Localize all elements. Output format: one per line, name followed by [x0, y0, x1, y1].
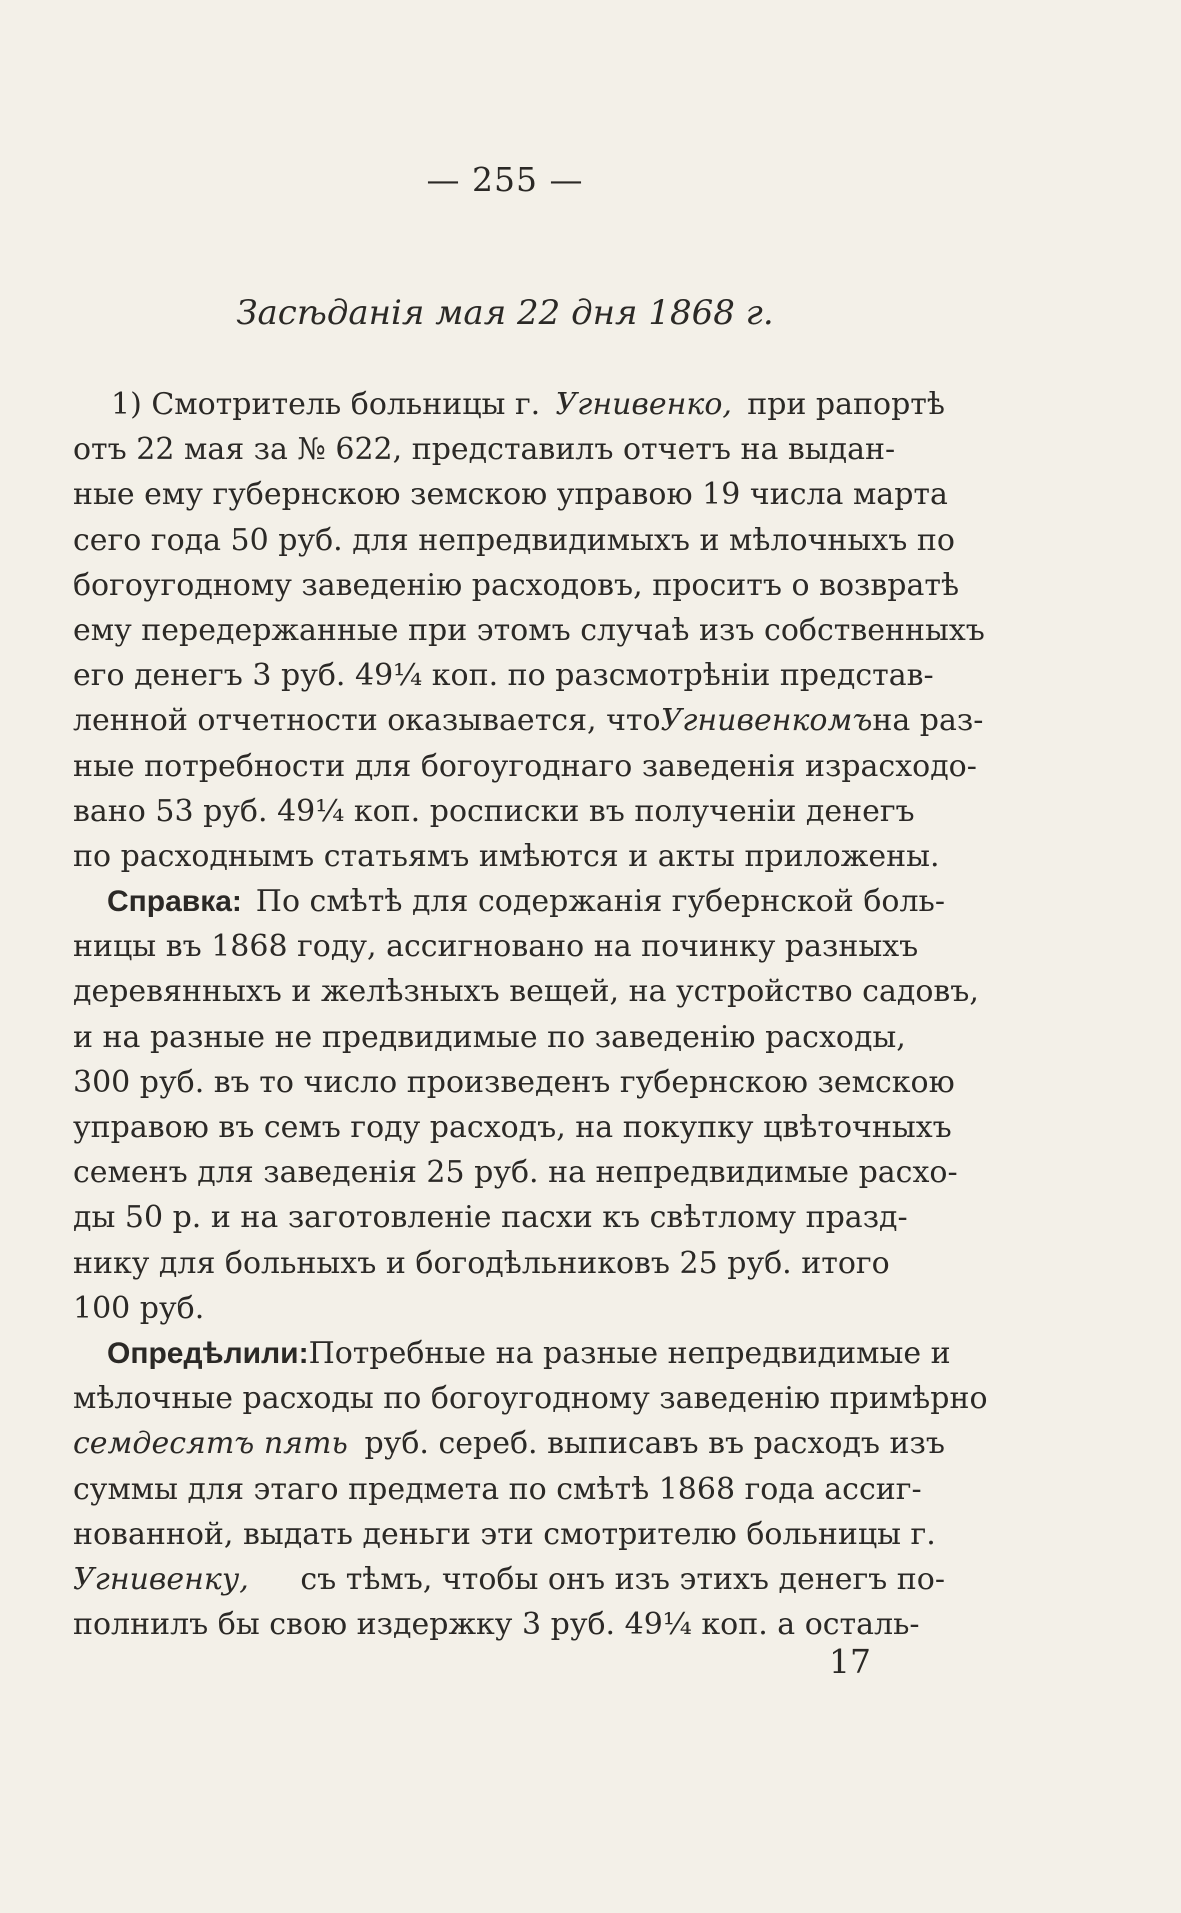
- body-text: [73, 382, 988, 1647]
- text-line: и на разные не предвидимые по заведенію расходы,: [73, 1019, 906, 1055]
- text-line: ные потребности для богоугоднаго заведенія израсходо-: [73, 748, 977, 784]
- text-line: Опредѣлили: Потребные на разные непредвидимые и: [73, 1331, 945, 1376]
- text-line: мѣлочные расходы по богоугодному заведенію примѣрно: [73, 1381, 988, 1417]
- text-line: Угнивенку, съ тѣмъ, чтобы онъ изъ этихъ денегъ по-: [73, 1557, 945, 1602]
- text-line: ды 50 р. и на заготовленіе пасхи къ свѣтлому празд-: [73, 1200, 908, 1236]
- text-line: нику для больныхъ и богодѣльниковъ 25 руб. итого: [73, 1245, 890, 1281]
- text-line: полнилъ бы свою издержку 3 руб. 49¼ коп. а осталь-: [73, 1607, 920, 1643]
- text-line: его денегъ 3 руб. 49¼ коп. по разсмотрѣніи представ-: [73, 658, 934, 694]
- name-italic: Угнивенко,: [555, 387, 732, 422]
- text-line: сего года 50 руб. для непредвидимыхъ и мѣлочныхъ по: [73, 522, 955, 558]
- text-line: вано 53 руб. 49¼ коп. росписки въ полученіи денегъ: [73, 793, 915, 829]
- text-line: управою въ семъ году расходъ, на покупку цвѣточныхъ: [73, 1110, 952, 1145]
- text-line: 1) Смотритель больницы г. Угнивенко, при рапортѣ: [73, 382, 945, 427]
- name-italic: Угнивенку,: [73, 1561, 249, 1597]
- text-line: 100 руб.: [73, 1290, 205, 1326]
- amount-italic: семдесятъ пять: [73, 1426, 348, 1462]
- text-line: ные ему губернскою земскою управою 19 числа марта: [73, 477, 948, 513]
- text-line: суммы для этаго предмета по смѣтѣ 1868 года ассиг-: [73, 1471, 922, 1507]
- text-line: 300 руб. въ то число произведенъ губернскою земскою: [73, 1064, 955, 1100]
- text-line: богоугодному заведенію расходовъ, проситъ о возвратѣ: [73, 567, 960, 603]
- text-line: по расходнымъ статьямъ имѣются и акты приложены.: [73, 838, 940, 874]
- text-line: Справка: По смѣтѣ для содержанія губернской боль-: [73, 879, 945, 924]
- text-line: семдесятъ пять руб. сереб. выписавъ въ расходъ изъ: [73, 1421, 945, 1466]
- text-line: нованной, выдать деньги эти смотрителю больницы г.: [73, 1516, 936, 1552]
- text-line: семенъ для заведенія 25 руб. на непредвидимые расхо-: [73, 1155, 958, 1191]
- session-title: Засѣданія мая 22 дня 1868 г.: [236, 293, 774, 333]
- page-header: — 255 —: [426, 160, 584, 199]
- text-line: ему передержанные при этомъ случаѣ изъ собственныхъ: [73, 612, 985, 648]
- signature-mark: 17: [829, 1642, 871, 1681]
- name-italic: Угнивенкомъ: [660, 703, 873, 739]
- section-label-spravka: Справка:: [107, 885, 242, 919]
- section-label-opredelili: Опредѣлили:: [107, 1336, 309, 1370]
- text-line: отъ 22 мая за № 622, представилъ отчетъ на выдан-: [73, 432, 896, 468]
- text-line: ленной отчетности оказывается, что Угнивенкомъ на раз-: [73, 698, 945, 743]
- text-line: ницы въ 1868 году, ассигновано на починку разныхъ: [73, 929, 919, 965]
- text-line: деревянныхъ и желѣзныхъ вещей, на устройство садовъ,: [73, 974, 979, 1010]
